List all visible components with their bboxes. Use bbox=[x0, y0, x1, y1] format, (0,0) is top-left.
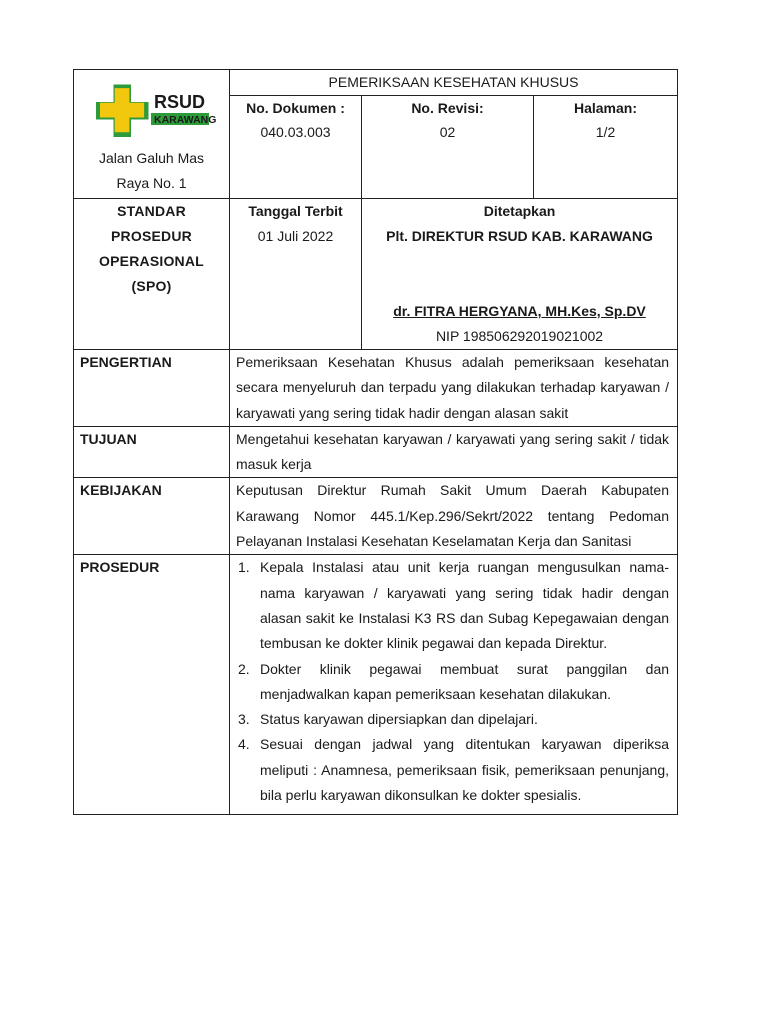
step-number: 1. bbox=[238, 559, 250, 576]
prosedur-steps-list bbox=[236, 555, 669, 808]
spo-title-cell bbox=[74, 199, 230, 350]
hospital-address bbox=[74, 146, 229, 196]
step-text: Sesuai dengan jadwal yang ditentukan karyawan diperiksa meliputi : Anamnesa, pemeriksaan fisik, pemeriksaan penunjang, bila perlu karyawan dikonsulkan ke dokter spesialis. bbox=[260, 736, 670, 804]
hospital-logo bbox=[94, 80, 217, 140]
spo-line-2: PROSEDUR bbox=[111, 228, 192, 244]
step-number: 4. bbox=[238, 736, 250, 753]
logo-address-cell bbox=[74, 70, 230, 199]
ditetapkan-label: Ditetapkan bbox=[483, 203, 556, 219]
pengertian-label: PENGERTIAN bbox=[74, 350, 230, 427]
kebijakan-paragraph: Keputusan Direktur Rumah Sakit Umum Daerah Kabupaten Karawang Nomor 445.1/Kep.296/Sekrt/2022 tentang Pedoman Pelayanan Instalasi Kesehatan Keselamatan Kerja dan Sanitasi bbox=[236, 482, 670, 550]
prosedur-steps-cell bbox=[230, 555, 678, 815]
kebijakan-text bbox=[230, 478, 678, 555]
halaman-cell bbox=[534, 96, 678, 199]
director-title: Plt. DIREKTUR RSUD KAB. KARAWANG bbox=[386, 228, 653, 244]
director-name: dr. FITRA HERGYANA, MH.Kes, Sp.DV bbox=[393, 303, 646, 319]
prosedur-step bbox=[236, 707, 669, 732]
halaman-label: Halaman: bbox=[573, 100, 638, 116]
prosedur-label: PROSEDUR bbox=[74, 555, 230, 815]
no-dokumen-value: 040.03.003 bbox=[260, 124, 331, 140]
spo-line-1: STANDAR bbox=[117, 203, 186, 219]
logo-text-karawang: KARAWANG bbox=[154, 114, 217, 126]
director-nip: NIP 198506292019021002 bbox=[435, 328, 604, 344]
document-title: PEMERIKSAAN KESEHATAN KHUSUS bbox=[230, 70, 678, 96]
pengertian-paragraph: Pemeriksaan Kesehatan Khusus adalah pemeriksaan kesehatan secara menyeluruh dan terpadu yang dilakukan terhadap karyawan / karyawati yang sering tidak hadir dengan alasan sakit bbox=[236, 354, 670, 421]
approval-cell bbox=[362, 199, 678, 350]
prosedur-step bbox=[236, 732, 669, 808]
prosedur-step bbox=[236, 657, 669, 708]
no-dokumen-label: No. Dokumen : bbox=[246, 100, 345, 116]
address-line-1: Jalan Galuh Mas bbox=[98, 150, 205, 166]
spo-line-3: OPERASIONAL bbox=[99, 253, 204, 269]
step-number: 3. bbox=[238, 711, 250, 728]
step-text: Status karyawan dipersiapkan dan dipelajari. bbox=[260, 711, 538, 728]
step-text: Dokter klinik pegawai membuat surat panggilan dan menjadwalkan kapan pemeriksaan kesehatan dilakukan. bbox=[260, 660, 670, 702]
halaman-value: 1/2 bbox=[595, 124, 616, 140]
step-text: Kepala Instalasi atau unit kerja ruangan mengusulkan nama-nama karyawan / karyawati yang sering tidak hadir dengan alasan sakit ke Instalasi K3 RS dan Subag Kepegawaian dengan tembusan ke dokter klinik pegawai dan kepada Direktur. bbox=[260, 559, 670, 652]
no-revisi-cell bbox=[362, 96, 534, 199]
no-revisi-value: 02 bbox=[439, 124, 456, 140]
rsud-cross-icon bbox=[94, 80, 217, 140]
address-line-2: Raya No. 1 bbox=[116, 175, 187, 191]
logo-text-rsud: RSUD bbox=[154, 92, 206, 112]
no-revisi-label: No. Revisi: bbox=[411, 100, 484, 116]
spo-document-table bbox=[73, 69, 678, 815]
no-dokumen-cell bbox=[230, 96, 362, 199]
tanggal-terbit-cell bbox=[230, 199, 362, 350]
tujuan-label: TUJUAN bbox=[74, 426, 230, 478]
tanggal-terbit-value: 01 Juli 2022 bbox=[257, 228, 334, 244]
tanggal-terbit-label: Tanggal Terbit bbox=[248, 203, 343, 219]
kebijakan-label: KEBIJAKAN bbox=[74, 478, 230, 555]
tujuan-text bbox=[230, 426, 678, 478]
spo-line-4: (SPO) bbox=[131, 278, 172, 294]
pengertian-text bbox=[230, 350, 678, 427]
tujuan-paragraph: Mengetahui kesehatan karyawan / karyawati yang sering sakit / tidak masuk kerja bbox=[236, 430, 670, 473]
prosedur-step bbox=[236, 555, 669, 656]
step-number: 2. bbox=[238, 660, 250, 677]
